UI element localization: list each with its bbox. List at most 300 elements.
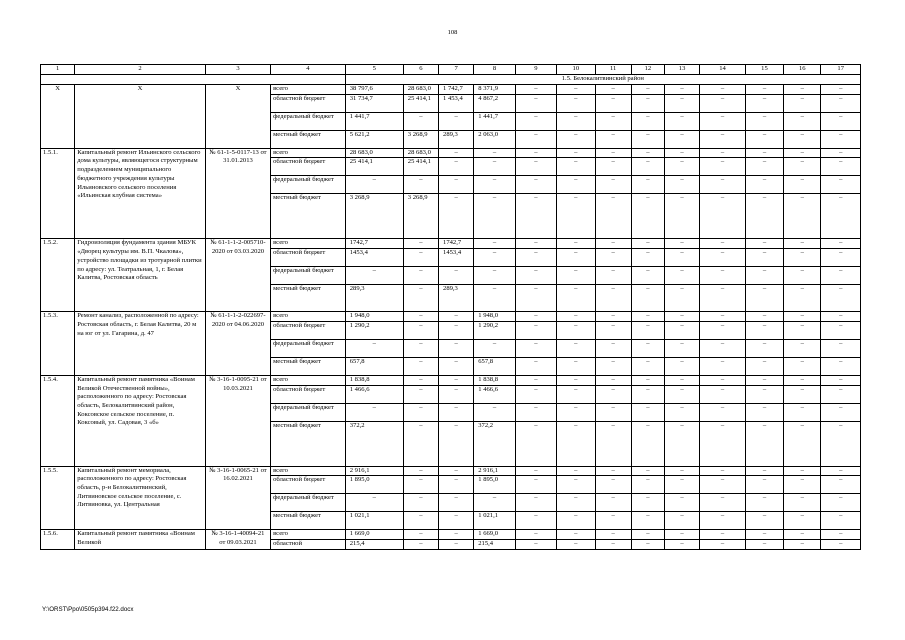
amount-cell-empty: – [821,494,861,512]
amount-cell-empty: – [784,494,821,512]
amount-cell-empty: – [745,321,783,339]
amount-cell-empty: – [664,375,699,385]
amount-cell-empty: – [515,267,556,285]
amount-cell: – [439,312,474,322]
amount-cell: – [474,148,515,158]
object-name: Капитальный ремонт памятника «Воинам Великой [75,530,206,549]
amount-cell: 372,2 [474,421,515,466]
amount-cell-empty: – [821,94,861,112]
table-row [41,239,861,249]
amount-cell: 1 466,6 [474,385,515,403]
amount-cell-empty: – [745,94,783,112]
amount-cell-empty: – [821,194,861,239]
table-row [41,148,861,158]
section-title-spacer [41,75,346,85]
column-number-cell: 15 [745,65,783,75]
amount-cell-empty: – [821,403,861,421]
object-name: Капитальный ремонт Ильинского сельского дома культуры, являющегося структурным подразделением муниципального бюджетного учреждения культуры Ильиновского сельского поселения «Ильинская клубная система» [75,148,206,239]
amount-cell-empty: – [821,239,861,249]
amount-cell-empty: – [700,239,746,249]
amount-cell: – [403,476,438,494]
amount-cell: – [403,530,438,540]
amount-cell-empty: – [664,194,699,239]
amount-cell-empty: – [664,176,699,194]
amount-cell-empty: – [664,158,699,176]
amount-cell-empty: – [515,512,556,530]
amount-cell-empty: – [515,375,556,385]
amount-cell: – [439,530,474,540]
amount-cell-empty: – [821,85,861,95]
funding-source: федеральный бюджет [271,112,346,130]
amount-cell-empty: – [515,403,556,421]
funding-source: местный бюджет [271,285,346,312]
amount-cell-empty: – [784,85,821,95]
amount-cell: 3 268,9 [403,130,438,148]
item-number: 1.5.1. [41,148,75,239]
amount-cell-empty: – [664,249,699,267]
expertise-document: № 61-1-1-2-022697-2020 от 04.06.2020 [205,312,270,376]
amount-cell: – [403,285,438,312]
amount-cell-empty: – [557,403,595,421]
amount-cell-empty: – [557,476,595,494]
amount-cell-empty: – [631,130,664,148]
amount-cell-empty: – [700,403,746,421]
amount-cell-empty: – [595,158,631,176]
item-number: 1.5.6. [41,530,75,549]
table-row [41,85,861,95]
amount-cell-empty: – [700,421,746,466]
amount-cell-empty: – [557,321,595,339]
object-name: Капитальный ремонт мемориала, расположенного по адресу: Ростовская область, р-н Белокалитвинский, Литвиновское сельское поселение, с. Литвиновка, ул. Центральная [75,466,206,530]
amount-cell: 1 441,7 [474,112,515,130]
amount-cell-empty: – [631,357,664,375]
amount-cell-empty: – [664,85,699,95]
amount-cell-empty: – [784,530,821,540]
amount-cell-empty: – [745,494,783,512]
amount-cell-empty: – [595,321,631,339]
amount-cell-empty: – [595,357,631,375]
amount-cell-empty: – [557,494,595,512]
amount-cell-empty: – [700,112,746,130]
object-name: Ремонт канализ, расположенной по адресу: Ростовская область, г. Белая Калитва, 20 м на юг от ул. Гагарина, д. 47 [75,312,206,376]
object-name: Капитальный ремонт памятника «Воинам Великой Отечественной войны», расположенного по адресу: Ростовская область, Белокалитвинский район, Коксовское сельское поселение, п. Коксовый, ул. Садовая, 3 «б» [75,375,206,466]
funding-source: областной [271,539,346,549]
amount-cell: – [403,357,438,375]
amount-cell-empty: – [700,339,746,357]
amount-cell-empty: – [664,403,699,421]
amount-cell: – [439,403,474,421]
amount-cell-empty: – [821,285,861,312]
amount-cell-empty: – [557,158,595,176]
amount-cell-empty: – [557,375,595,385]
amount-cell-empty: – [557,194,595,239]
column-number-cell: 4 [271,65,346,75]
amount-cell-empty: – [784,158,821,176]
amount-cell: – [403,466,438,476]
amount-cell-empty: – [515,530,556,540]
amount-cell-empty: – [700,194,746,239]
amount-cell: – [439,476,474,494]
amount-cell-empty: – [631,285,664,312]
amount-cell: 289,3 [439,285,474,312]
expertise-document: № 61-1-1-2-005710-2020 от 03.03.2020 [205,239,270,312]
amount-cell: 1 669,0 [345,530,403,540]
expertise-document: № 3-16-1-0065-21 от 16.02.2021 [205,466,270,530]
amount-cell: – [403,494,438,512]
item-number: 1.5.2. [41,239,75,312]
amount-cell-empty: – [557,239,595,249]
amount-cell-empty: – [664,385,699,403]
column-number-cell: 13 [664,65,699,75]
amount-cell-empty: – [664,94,699,112]
amount-cell-empty: – [515,130,556,148]
amount-cell: 1 838,8 [345,375,403,385]
amount-cell-empty: – [745,375,783,385]
amount-cell: 2 916,1 [345,466,403,476]
amount-cell-empty: – [821,466,861,476]
amount-cell-empty: – [745,312,783,322]
amount-cell-empty: – [745,85,783,95]
amount-cell-empty: – [745,267,783,285]
funding-source: областной бюджет [271,385,346,403]
funding-source: областной бюджет [271,94,346,112]
amount-cell: – [403,339,438,357]
amount-cell-empty: – [595,194,631,239]
funding-source: всего [271,375,346,385]
section-title-row [41,75,861,85]
funding-source: областной бюджет [271,321,346,339]
amount-cell-empty: – [700,357,746,375]
funding-source: всего [271,312,346,322]
amount-cell-empty: – [784,357,821,375]
amount-cell-empty: – [515,148,556,158]
amount-cell-empty: – [631,312,664,322]
amount-cell-empty: – [595,130,631,148]
amount-cell: – [403,385,438,403]
amount-cell-empty: – [557,85,595,95]
amount-cell-empty: – [784,312,821,322]
amount-cell: 3 268,9 [403,194,438,239]
amount-cell-empty: – [821,312,861,322]
amount-cell-empty: – [557,148,595,158]
funding-source: местный бюджет [271,130,346,148]
amount-cell: 31 734,7 [345,94,403,112]
amount-cell: 2 916,1 [474,466,515,476]
amount-cell: – [439,494,474,512]
amount-cell: 5 621,2 [345,130,403,148]
amount-cell-empty: – [745,539,783,549]
amount-cell-empty: – [700,176,746,194]
amount-cell-empty: – [664,466,699,476]
amount-cell-empty: – [557,539,595,549]
amount-cell-empty: – [557,421,595,466]
amount-cell-empty: – [745,385,783,403]
amount-cell-empty: – [700,375,746,385]
amount-cell-empty: – [784,176,821,194]
amount-cell-empty: – [515,194,556,239]
amount-cell: 3 268,9 [345,194,403,239]
column-number-cell: 9 [515,65,556,75]
amount-cell: 1 453,4 [439,94,474,112]
amount-cell-empty: – [515,357,556,375]
amount-cell-empty: – [664,148,699,158]
column-number-cell: 5 [345,65,403,75]
amount-cell-empty: – [595,476,631,494]
amount-cell-empty: – [515,339,556,357]
funding-source: всего [271,466,346,476]
amount-cell-empty: – [595,285,631,312]
funding-source: федеральный бюджет [271,494,346,512]
amount-cell-empty: – [557,466,595,476]
amount-cell-empty: – [700,466,746,476]
table-row [41,375,861,385]
amount-cell: 1 290,2 [474,321,515,339]
amount-cell: 1742,7 [345,239,403,249]
funding-source: федеральный бюджет [271,267,346,285]
amount-cell-empty: – [664,267,699,285]
amount-cell-empty: – [700,539,746,549]
amount-cell: 38 797,6 [345,85,403,95]
column-number-cell: 1 [41,65,75,75]
amount-cell-empty: – [745,239,783,249]
amount-cell-empty: – [664,357,699,375]
column-number-cell: 12 [631,65,664,75]
table-row [41,466,861,476]
amount-cell: 1453,4 [345,249,403,267]
amount-cell-empty: – [631,94,664,112]
amount-cell-empty: – [784,194,821,239]
amount-cell-empty: – [631,530,664,540]
amount-cell-empty: – [515,385,556,403]
amount-cell-empty: – [631,267,664,285]
amount-cell-empty: – [664,476,699,494]
amount-cell: – [403,512,438,530]
amount-cell-empty: – [745,476,783,494]
amount-cell-empty: – [664,321,699,339]
amount-cell: – [439,512,474,530]
amount-cell-empty: – [700,512,746,530]
amount-cell-empty: – [745,249,783,267]
amount-cell-empty: – [595,312,631,322]
amount-cell-empty: – [700,285,746,312]
column-number-cell: 2 [75,65,206,75]
amount-cell-empty: – [784,249,821,267]
amount-cell: – [474,285,515,312]
amount-cell: – [403,539,438,549]
amount-cell-empty: – [631,466,664,476]
amount-cell: – [439,158,474,176]
object-name: Х [75,85,206,149]
amount-cell-empty: – [557,176,595,194]
amount-cell: – [439,466,474,476]
column-number-cell: 16 [784,65,821,75]
amount-cell-empty: – [595,421,631,466]
amount-cell-empty: – [745,112,783,130]
amount-cell: – [403,375,438,385]
amount-cell: – [474,339,515,357]
amount-cell-empty: – [515,321,556,339]
amount-cell-empty: – [664,339,699,357]
item-number: 1.5.5. [41,466,75,530]
amount-cell: – [439,176,474,194]
amount-cell: 657,8 [474,357,515,375]
amount-cell-empty: – [784,285,821,312]
amount-cell-empty: – [821,148,861,158]
amount-cell-empty: – [515,158,556,176]
amount-cell-empty: – [515,176,556,194]
amount-cell: 2 063,0 [474,130,515,148]
amount-cell-empty: – [631,176,664,194]
amount-cell-empty: – [700,476,746,494]
amount-cell: – [345,176,403,194]
amount-cell-empty: – [557,357,595,375]
column-number-cell: 6 [403,65,438,75]
amount-cell: – [439,357,474,375]
amount-cell-empty: – [821,530,861,540]
expertise-document: № 3-16-1-40094-21 от 09.03.2021 [205,530,270,549]
amount-cell-empty: – [784,421,821,466]
amount-cell-empty: – [595,339,631,357]
amount-cell: – [403,249,438,267]
amount-cell-empty: – [700,130,746,148]
amount-cell-empty: – [745,530,783,540]
amount-cell: 215,4 [474,539,515,549]
amount-cell-empty: – [515,85,556,95]
amount-cell: – [345,494,403,512]
amount-cell-empty: – [784,239,821,249]
amount-cell-empty: – [631,385,664,403]
amount-cell-empty: – [745,403,783,421]
funding-source: федеральный бюджет [271,339,346,357]
amount-cell-empty: – [515,94,556,112]
amount-cell-empty: – [784,512,821,530]
amount-cell-empty: – [631,476,664,494]
amount-cell-empty: – [664,112,699,130]
financing-table [40,64,861,550]
amount-cell-empty: – [700,267,746,285]
amount-cell-empty: – [821,321,861,339]
amount-cell-empty: – [557,130,595,148]
amount-cell-empty: – [515,539,556,549]
column-number-cell: 3 [205,65,270,75]
amount-cell: 25 414,1 [345,158,403,176]
amount-cell: 25 414,1 [403,94,438,112]
amount-cell-empty: – [700,385,746,403]
amount-cell-empty: – [821,249,861,267]
amount-cell-empty: – [631,539,664,549]
column-number-cell: 8 [474,65,515,75]
amount-cell: – [474,249,515,267]
file-path-footer: Y:\ORST\Ppo\0505p394.f22.docx [42,606,134,613]
amount-cell: – [474,494,515,512]
column-number-cell: 7 [439,65,474,75]
amount-cell: – [474,158,515,176]
amount-cell-empty: – [631,339,664,357]
amount-cell: – [474,403,515,421]
amount-cell: – [474,267,515,285]
amount-cell-empty: – [557,312,595,322]
amount-cell-empty: – [821,421,861,466]
amount-cell: – [403,312,438,322]
object-name: Гидроизоляция фундамента здания МБУК «Дворец культуры им. В.П. Чкалова», устройство площадки из тротуарной плитки по адресу: ул. Театральная, 1, г. Белая Калитва, Ростовская область [75,239,206,312]
amount-cell-empty: – [595,539,631,549]
amount-cell-empty: – [595,239,631,249]
amount-cell: 1 466,6 [345,385,403,403]
amount-cell-empty: – [631,158,664,176]
amount-cell-empty: – [515,494,556,512]
funding-source: всего [271,85,346,95]
amount-cell-empty: – [631,375,664,385]
amount-cell: – [345,403,403,421]
amount-cell: – [474,239,515,249]
amount-cell-empty: – [821,539,861,549]
amount-cell: 1453,4 [439,249,474,267]
program-table-sheet [40,64,861,606]
amount-cell-empty: – [745,357,783,375]
amount-cell-empty: – [595,530,631,540]
column-number-row [41,65,861,75]
amount-cell: 372,2 [345,421,403,466]
amount-cell: – [345,339,403,357]
amount-cell-empty: – [664,494,699,512]
amount-cell: 1 441,7 [345,112,403,130]
amount-cell-empty: – [745,339,783,357]
amount-cell-empty: – [664,239,699,249]
amount-cell-empty: – [557,285,595,312]
amount-cell-empty: – [557,512,595,530]
amount-cell: 25 414,1 [403,158,438,176]
amount-cell: – [403,176,438,194]
amount-cell: 28 683,0 [403,85,438,95]
amount-cell: 289,3 [439,130,474,148]
amount-cell-empty: – [700,249,746,267]
funding-source: местный бюджет [271,357,346,375]
item-number: 1.5.4. [41,375,75,466]
amount-cell: – [439,339,474,357]
amount-cell-empty: – [821,357,861,375]
funding-source: областной бюджет [271,476,346,494]
expertise-document: № 3-16-1-0095-21 от 10.03.2021 [205,375,270,466]
amount-cell-empty: – [515,285,556,312]
amount-cell-empty: – [631,421,664,466]
amount-cell: – [439,375,474,385]
amount-cell-empty: – [700,530,746,540]
amount-cell: – [439,267,474,285]
expertise-document: № 61-1-5-0117-13 от 31.01.2013 [205,148,270,239]
amount-cell-empty: – [595,512,631,530]
amount-cell-empty: – [784,403,821,421]
amount-cell-empty: – [784,476,821,494]
amount-cell-empty: – [631,494,664,512]
amount-cell-empty: – [821,385,861,403]
amount-cell: 289,3 [345,285,403,312]
amount-cell-empty: – [595,403,631,421]
amount-cell-empty: – [745,194,783,239]
amount-cell: 28 683,0 [345,148,403,158]
amount-cell-empty: – [664,130,699,148]
amount-cell-empty: – [745,148,783,158]
expertise-document: Х [205,85,270,149]
amount-cell: – [439,148,474,158]
section-title: 1.5. Белокалитвинский район [345,75,860,85]
amount-cell-empty: – [821,512,861,530]
column-number-cell: 17 [821,65,861,75]
column-number-cell: 10 [557,65,595,75]
amount-cell: – [403,421,438,466]
amount-cell-empty: – [557,339,595,357]
amount-cell-empty: – [784,339,821,357]
amount-cell-empty: – [664,539,699,549]
